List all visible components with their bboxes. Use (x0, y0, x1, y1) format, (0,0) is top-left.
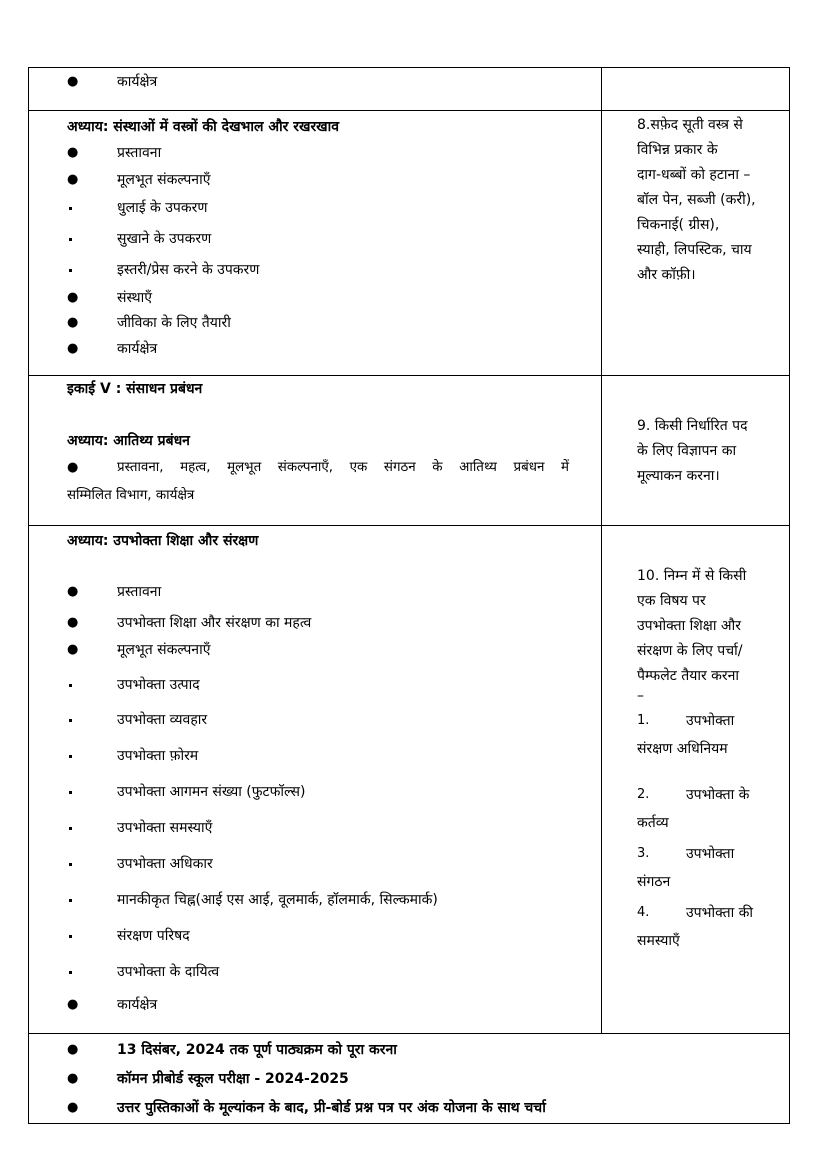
footer-note: कॉमन प्रीबोर्ड स्कूल परीक्षा - 2024-2025 (117, 1071, 349, 1087)
list-number: 1. (637, 713, 650, 728)
practical-line: और कॉफ़ी। (637, 267, 696, 283)
list-item: मूलभूत संकल्पनाएँ (117, 642, 211, 658)
bullet-dot-icon: ● (67, 997, 79, 1012)
practical-line: 9. किसी निर्धारित पद (637, 418, 748, 434)
bullet-square-icon (69, 899, 72, 902)
practical-line: उपभोक्ता के (686, 787, 750, 803)
list-item: धुलाई के उपकरण (117, 200, 208, 216)
list-item: उपभोक्ता समस्याएँ (117, 820, 213, 836)
bullet-square-icon (69, 238, 72, 241)
practical-line: उपभोक्ता की (686, 905, 754, 921)
practical-line: उपभोक्ता (686, 713, 735, 729)
practical-line: संरक्षण अधिनियम (637, 741, 728, 757)
bullet-dot-icon: ● (67, 145, 79, 160)
bullet-square-icon (69, 827, 72, 830)
bullet-square-icon (69, 684, 72, 687)
bullet-dot-icon: ● (67, 615, 79, 630)
practical-line: पैम्फलेट तैयार करना (637, 668, 740, 684)
bullet-dot-icon: ● (67, 1042, 79, 1057)
list-item: कार्यक्षेत्र (117, 74, 158, 90)
unit-title: इकाई V : संसाधन प्रबंधन (67, 381, 203, 397)
bullet-square-icon (69, 935, 72, 938)
practical-line: उपभोक्ता (686, 846, 735, 862)
list-item: इस्तरी/प्रेस करने के उपकरण (117, 262, 260, 278)
bullet-square-icon (69, 755, 72, 758)
bullet-dot-icon: ● (67, 460, 79, 475)
list-item: कार्यक्षेत्र (117, 997, 158, 1013)
list-item: उपभोक्ता अधिकार (117, 856, 213, 872)
footer-note: उत्तर पुस्तिकाओं के मूल्यांकन के बाद, प्री-बोर्ड प्रश्न पत्र पर अंक योजना के साथ चर्चा (117, 1100, 546, 1116)
bullet-dot-icon: ● (67, 290, 79, 305)
bullet-dot-icon: ● (67, 584, 79, 599)
practical-line: कर्तव्य (637, 815, 669, 831)
practical-line: मूल्याकन करना। (637, 468, 720, 484)
practical-line: के लिए विज्ञापन का (637, 443, 737, 459)
practical-line: चिकनाई( ग्रीस), (637, 217, 720, 233)
list-item: प्रस्तावना (117, 584, 162, 600)
bullet-dot-icon: ● (67, 315, 79, 330)
list-item: कार्यक्षेत्र (117, 341, 158, 357)
bullet-square-icon (69, 971, 72, 974)
list-item: प्रस्तावना (117, 145, 162, 161)
syllabus-table (28, 67, 790, 1124)
chapter-title: अध्याय: आतिथ्य प्रबंधन (67, 433, 190, 449)
practical-line: संरक्षण के लिए पर्चा/ (637, 643, 743, 659)
practical-line: समस्याएँ (637, 933, 680, 949)
chapter-title: अध्याय: संस्थाओं में वस्त्रों की देखभाल और रखरखाव (67, 119, 340, 135)
bullet-square-icon (69, 207, 72, 210)
footer-note: 13 दिसंबर, 2024 तक पूर्ण पाठ्यक्रम को पूरा करना (117, 1042, 397, 1058)
practical-line: – (637, 688, 644, 704)
bullet-dot-icon: ● (67, 642, 79, 657)
list-number: 2. (637, 787, 650, 802)
practical-line: 8.सफ़ेद सूती वस्त्र से (637, 117, 743, 133)
practical-line: विभिन्न प्रकार के (637, 142, 718, 158)
list-item: प्रस्तावना, महत्व, मूलभूत संकल्पनाएँ, एक संगठन के आतिथ्य प्रबंधन में (117, 460, 569, 475)
row-divider (29, 375, 789, 376)
practical-line: 10. निम्न में से किसी (637, 568, 747, 584)
practical-cell (637, 564, 787, 703)
bullet-dot-icon: ● (67, 74, 79, 89)
bullet-square-icon (69, 269, 72, 272)
practical-line: स्याही, लिपस्टिक, चाय (637, 242, 752, 258)
bullet-dot-icon: ● (67, 1100, 79, 1115)
row-divider (29, 1033, 789, 1034)
bullet-dot-icon: ● (67, 1071, 79, 1086)
list-item: सुखाने के उपकरण (117, 231, 212, 247)
list-item: उपभोक्ता उत्पाद (117, 677, 200, 693)
list-item: मूलभूत संकल्पनाएँ (117, 172, 211, 188)
list-item: संरक्षण परिषद (117, 928, 190, 944)
list-item-continuation: सम्मिलित विभाग, कार्यक्षेत्र (67, 488, 195, 503)
practical-cell (637, 414, 787, 489)
chapter-title: अध्याय: उपभोक्ता शिक्षा और संरक्षण (67, 533, 259, 549)
column-divider (601, 68, 602, 1034)
list-item: मानकीकृत चिह्न(आई एस आई, वूलमार्क, हॉलमार्क, सिल्कमार्क) (117, 892, 438, 908)
practical-line: दाग-धब्बों को हटाना – (637, 167, 751, 183)
bullet-square-icon (69, 863, 72, 866)
list-item: उपभोक्ता शिक्षा और संरक्षण का महत्व (117, 615, 312, 631)
list-item: संस्थाएँ (117, 290, 152, 306)
list-item: उपभोक्ता फ़ोरम (117, 748, 199, 764)
row-divider (29, 525, 789, 526)
list-item: उपभोक्ता व्यवहार (117, 712, 208, 728)
list-number: 3. (637, 846, 650, 861)
practical-line: उपभोक्ता शिक्षा और (637, 618, 741, 634)
practical-line: संगठन (637, 874, 671, 890)
bullet-dot-icon: ● (67, 341, 79, 356)
practical-line: बॉल पेन, सब्जी (करी), (637, 192, 756, 208)
practical-line: एक विषय पर (637, 593, 706, 609)
bullet-square-icon (69, 719, 72, 722)
bullet-dot-icon: ● (67, 172, 79, 187)
list-item: उपभोक्ता आगमन संख्या (फुटफॉल्स) (117, 784, 306, 800)
row-divider (29, 110, 789, 111)
list-item: उपभोक्ता के दायित्व (117, 964, 220, 980)
bullet-square-icon (69, 791, 72, 794)
practical-cell (637, 113, 787, 288)
list-number: 4. (637, 905, 650, 920)
list-item: जीविका के लिए तैयारी (117, 315, 231, 331)
